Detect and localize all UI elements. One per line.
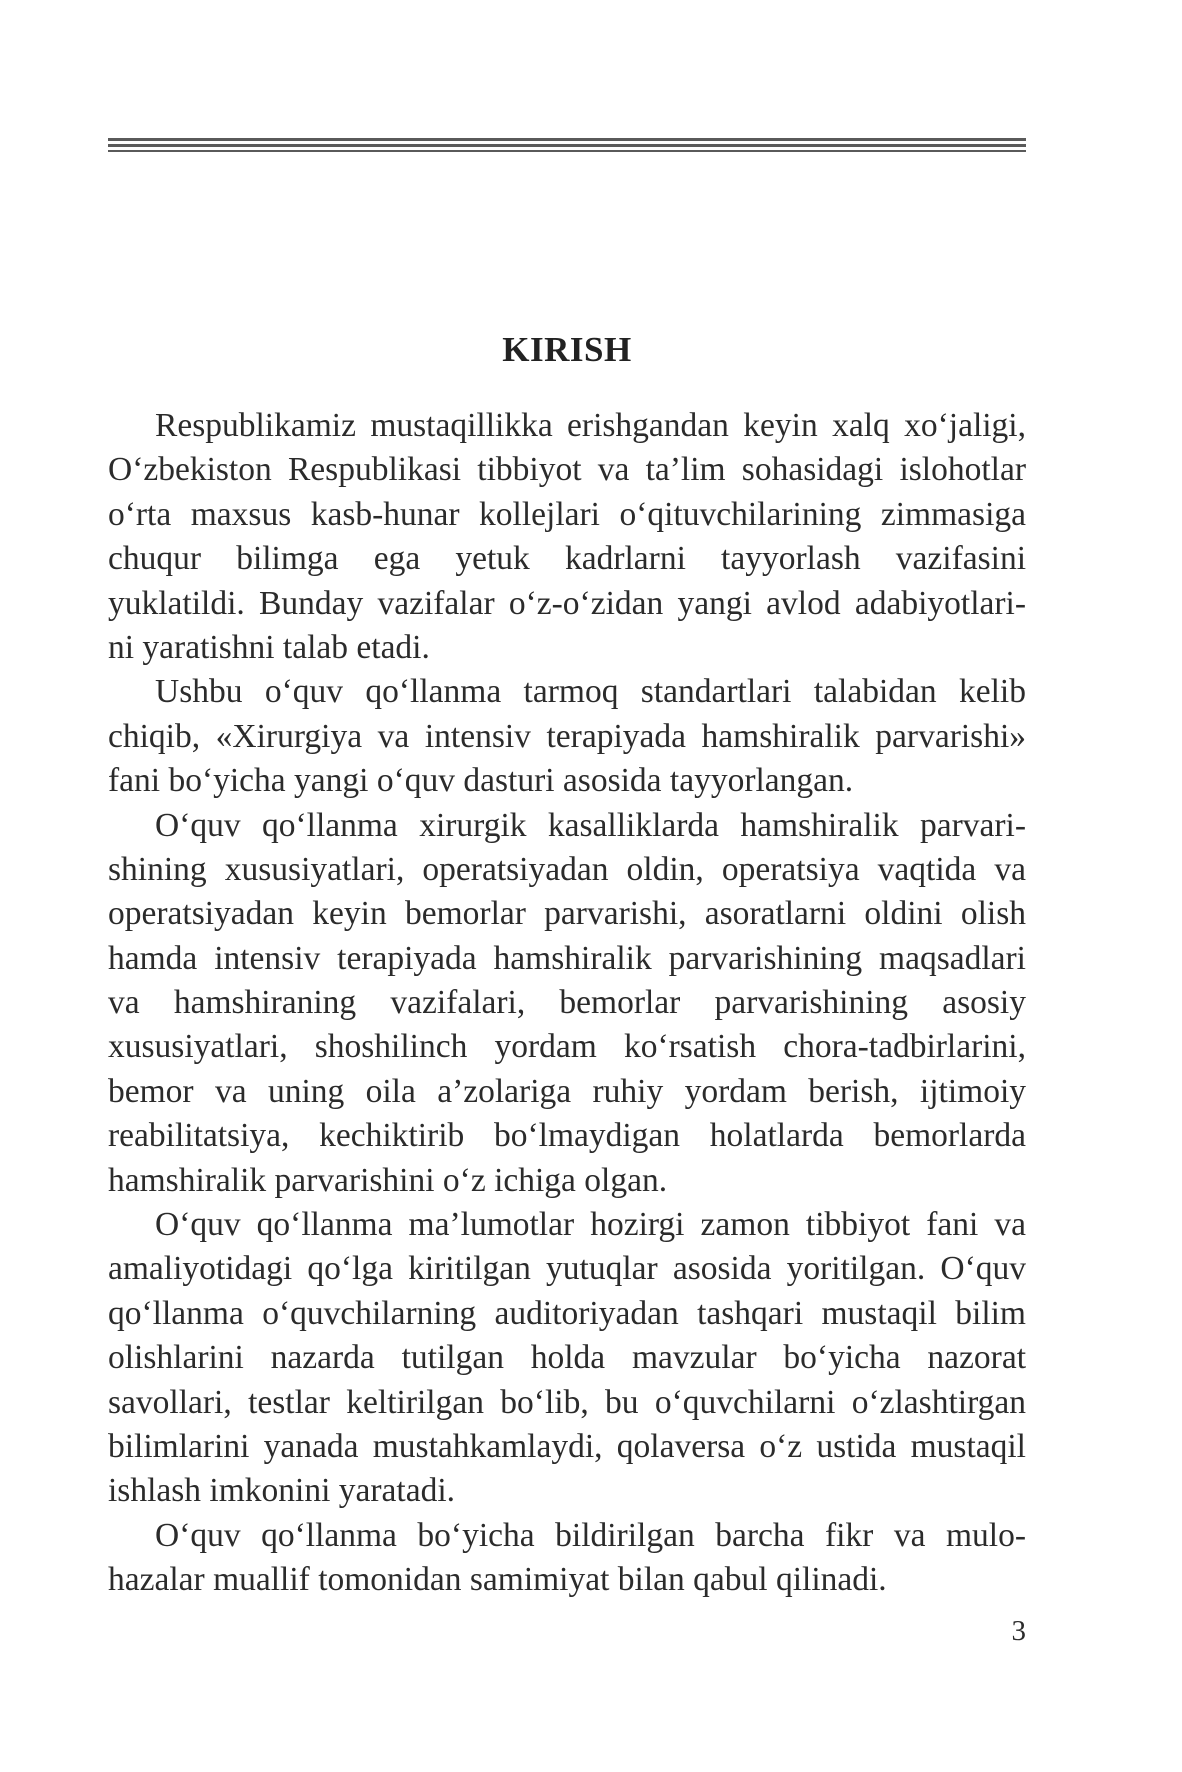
text-line: reabilitatsiya, kechiktirib bo‘lmaydigan holatlarda bemorlarda: [108, 1117, 1026, 1155]
page-title: KIRISH: [502, 330, 632, 369]
text-line: O‘quv qo‘llanma bo‘yicha bildirilgan barcha fikr va mulo-: [155, 1516, 1026, 1554]
text-line: Ushbu o‘quv qo‘llanma tarmoq standartlari talabidan kelib: [155, 673, 1026, 711]
header-rule-bottom: [108, 150, 1026, 152]
body-text: [108, 404, 1026, 1603]
text-line: Respublikamiz mustaqillikka erishgandan keyin xalq xo‘jaligi,: [155, 407, 1026, 444]
text-line: xususiyatlari, shoshilinch yordam ko‘rsatish chora-tadbirlarini,: [108, 1028, 1026, 1066]
text-line: O‘quv qo‘llanma xirurgik kasalliklarda hamshiralik parvari-: [155, 806, 1026, 844]
paragraph: [108, 404, 1026, 670]
text-line: hamda intensiv terapiyada hamshiralik parvarishining maqsadlari: [108, 939, 1026, 977]
text-line: operatsiyadan keyin bemorlar parvarishi, asoratlarni oldini olish: [108, 895, 1026, 933]
text-line: O‘zbekiston Respublikasi tibbiyot va ta’lim sohasidagi islohotlar: [108, 451, 1026, 489]
text-line: bilimlarini yanada mustahkamlaydi, qolaversa o‘z ustida mustaqil: [108, 1427, 1026, 1465]
text-line: hazalar muallif tomonidan samimiyat bilan qabul qilinadi.: [108, 1561, 887, 1599]
text-line: shining xususiyatlari, operatsiyadan oldin, operatsiya vaqtida va: [108, 850, 1026, 888]
text-line: chuqur bilimga ega yetuk kadrlarni tayyorlash vazifasini: [108, 540, 1026, 578]
paragraph: [108, 804, 1026, 1204]
paragraph: [108, 1514, 1026, 1603]
paragraph: [108, 670, 1026, 803]
header-rule-top: [108, 138, 1026, 141]
text-line: ni yaratishni talab etadi.: [108, 628, 430, 666]
text-line: yuklatildi. Bunday vazifalar o‘z-o‘zidan yangi avlod adabiyotlari-: [108, 584, 1026, 622]
text-line: hamshiralik parvarishini o‘z ichiga olgan.: [108, 1161, 668, 1199]
text-line: o‘rta maxsus kasb-hunar kollejlari o‘qituvchilarining zimmasiga: [108, 495, 1026, 533]
text-line: va hamshiraning vazifalari, bemorlar parvarishining asosiy: [108, 984, 1026, 1022]
text-line: bemor va uning oila a’zolariga ruhiy yordam berish, ijtimoiy: [108, 1072, 1026, 1110]
text-line: olishlarini nazarda tutilgan holda mavzular bo‘yicha nazorat: [108, 1339, 1026, 1377]
text-line: ishlash imkonini yaratadi.: [108, 1472, 456, 1510]
text-line: fani bo‘yicha yangi o‘quv dasturi asosida tayyorlangan.: [108, 762, 854, 800]
text-line: savollari, testlar keltirilgan bo‘lib, bu o‘quvchilarni o‘zlashtirgan: [108, 1383, 1026, 1421]
header-rule-middle: [108, 144, 1026, 147]
page-number: 3: [1011, 1615, 1026, 1647]
text-line: amaliyotidagi qo‘lga kiritilgan yutuqlar asosida yoritilgan. O‘quv: [108, 1250, 1026, 1288]
paragraph: [108, 1203, 1026, 1514]
text-line: chiqib, «Xirurgiya va intensiv terapiyada hamshiralik parvarishi»: [108, 717, 1026, 755]
text-line: qo‘llanma o‘quvchilarning auditoriyadan tashqari mustaqil bilim: [108, 1294, 1026, 1332]
text-line: O‘quv qo‘llanma ma’lumotlar hozirgi zamon tibbiyot fani va: [155, 1206, 1026, 1244]
